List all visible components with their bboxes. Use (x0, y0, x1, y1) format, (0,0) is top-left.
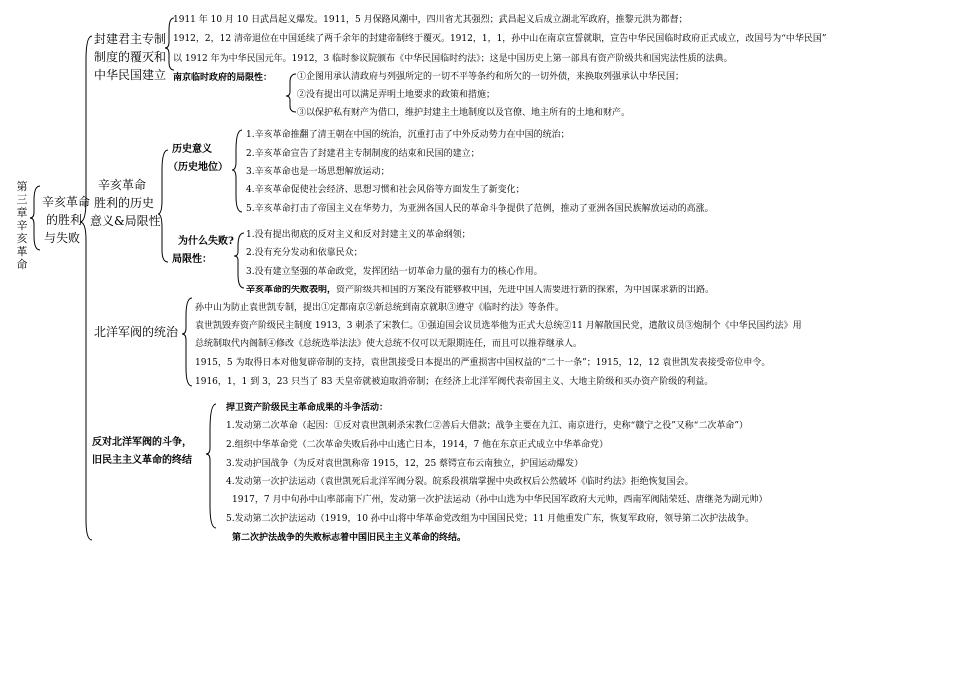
sec3-line: 袁世凯毁弃资产阶级民主制度 1913，3 刺杀了宋教仁。①强迫国会议员选举他为正式大总统②11 月解散国民党，遣散议员③炮制个《中华民国约法》用 (195, 321, 802, 331)
sec1-limit: ②没有提出可以满足弄明土地要求的政策和措施； (297, 90, 496, 100)
chapter-char: 亥 (16, 232, 28, 245)
sig-item: 3.辛亥革命也是一场思想解放运动； (246, 167, 390, 177)
lim-item: 3.没有建立坚强的革命政党，发挥团结一切革命力量的强有力的核心作用。 (246, 267, 543, 277)
chapter-char: 命 (16, 258, 28, 271)
sec1-limit: ①企图用承认清政府与列强所定的一切不平等条约和所欠的一切外债，来换取列强承认中华民国； (297, 72, 685, 82)
sec4-line: 1.发动第二次革命（起因：①反对袁世凯刺杀宋教仁②善后大借款；战争主要在九江、南京进行，史称“赣宁之役”又称“二次革命”） (226, 421, 748, 431)
lim-label: 局限性： (172, 254, 212, 265)
sec1-title-line: 制度的覆灭和 (94, 50, 167, 64)
sec2-title-line: 意义&局限性 (90, 214, 161, 228)
sig-item: 5.辛亥革命打击了帝国主义在华势力，为亚洲各国人民的革命斗争提供了范例，推动了亚洲各国民族解放运动的高涨。 (246, 204, 714, 214)
sec1-item: 1912，2，12 清帝退位在中国延续了两千余年的封建帝制终于覆灭。1912，1，1，孙中山在南京宣誓就职，宣告中华民国临时政府正式成立，改国号为“中华民国” (173, 34, 827, 44)
sec2-title-line: 辛亥革命 (98, 178, 147, 192)
sig-label: 历史意义 (172, 144, 212, 155)
lim-item: 1.没有提出彻底的反对主义和反对封建主义的革命纲领； (246, 230, 471, 240)
chapter-char: 辛 (16, 219, 28, 232)
main-node-line: 与失败 (44, 231, 81, 245)
sec4-line: 1917，7 月中旬孙中山率部南下广州，发动第一次护法运动（孙中山选为中华民国军政府大元帅，西南军阀陆荣廷、唐继尧为副元帅） (232, 495, 768, 505)
sec4-line: 3.发动护国战争（为反对袁世凯称帝 1915，12，25 蔡锷宣布云南独立，护国运动爆发） (226, 459, 584, 469)
sec3-line: 孙中山为防止袁世凯专制，提出①定都南京②新总统到南京就职③遵守《临时约法》等条件。 (195, 303, 565, 313)
why-fail-label: 为什么失败? (178, 236, 234, 247)
sec1-item: 1911 年 10 月 10 日武昌起义爆发。1911，5 月保路风潮中，四川省尤其强烈；武昌起义后成立湖北军政府，推黎元洪为都督； (173, 15, 688, 25)
lesson-rest: 资产阶级共和国的方案没有能够救中国，先进中国人需要进行新的探索，为中国谋求新的出路。 (336, 285, 715, 295)
sec4-title-line: 旧民主主义革命的终结 (92, 455, 192, 466)
sig-label-2: （历史地位） (168, 162, 228, 173)
sec4-title-line: 反对北洋军阀的斗争， (92, 437, 192, 448)
sec4-line: 2.组织中华革命党（二次革命失败后孙中山逃亡日本，1914，7 他在东京正式成立中华革命党） (226, 440, 609, 450)
chapter-char: 章 (16, 206, 28, 219)
sec4-line: 4.发动第一次护法运动（袁世凯死后北洋军阀分裂。皖系段祺瑞掌握中央政权后公然破坏《临时约法》拒绝恢复国会。 (226, 477, 694, 487)
chapter-char: 三 (16, 193, 28, 206)
lim-item: 2.没有充分发动和依靠民众； (246, 248, 363, 258)
sec1-title-line: 中华民国建立 (94, 68, 167, 82)
sig-item: 4.辛亥革命促使社会经济、思想习惯和社会风俗等方面发生了新变化； (246, 185, 525, 195)
sec3-line: 1915，5 为取得日本对他复辟帝制的支持，袁世凯接受日本提出的严重损害中国权益的“二十一条”；1915，12，12 袁世凯发表接受帝位申令。 (195, 358, 771, 368)
sec1-title-line: 封建君主专制 (94, 32, 167, 46)
sec3-title: 北洋军阀的统治 (94, 325, 179, 339)
chapter-char: 第 (16, 180, 28, 193)
chapter-char: 革 (16, 245, 28, 258)
sig-item: 2.辛亥革命宣告了封建君主专制制度的结束和民国的建立； (246, 149, 480, 159)
sec4-line: 5.发动第二次护法运动（1919，10 孙中山将中华革命党改组为中国国民党；11 月他重发广东，恢复军政府，领导第二次护法战争。 (226, 514, 755, 524)
main-node-line: 辛亥革命 (42, 195, 91, 209)
sec3-line: 总统制取代内阁制④修改《总统选举法法》使大总统不仅可以无限期连任，而且可以推荐继承人。 (195, 339, 583, 349)
lesson-bold: 辛亥革命的失败表明， (246, 285, 337, 295)
sec4-header: 捍卫资产阶级民主革命成果的斗争活动： (226, 403, 389, 413)
sig-item: 1.辛亥革命推翻了清王朝在中国的统治，沉重打击了中外反动势力在中国的统治； (246, 130, 570, 140)
sec2-title-line: 胜利的历史 (94, 196, 155, 210)
sec1-item: 以 1912 年为中华民国元年。1912，3 临时参议院颁布《中华民国临时约法》；这是中国历史上第一部具有资产阶级共和国宪法性质的法典。 (173, 54, 733, 64)
lesson-line (246, 285, 796, 295)
sec3-line: 1916，1，1 到 3，23 只当了 83 天皇帝就被迫取消帝制；在经济上北洋军阀代表帝国主义、大地主阶级和买办资产阶级的利益。 (195, 377, 714, 387)
sec1-limit-label: 南京临时政府的局限性： (173, 73, 273, 83)
chapter-title (16, 180, 28, 271)
sec4-conclusion: 第二次护法战争的失败标志着中国旧民主主义革命的终结。 (232, 533, 467, 543)
sec1-limit: ③以保护私有财产为借口，维护封建主土地制度以及官僚、地主所有的土地和财产。 (297, 108, 631, 118)
main-node-line: 的胜利 (46, 213, 83, 227)
